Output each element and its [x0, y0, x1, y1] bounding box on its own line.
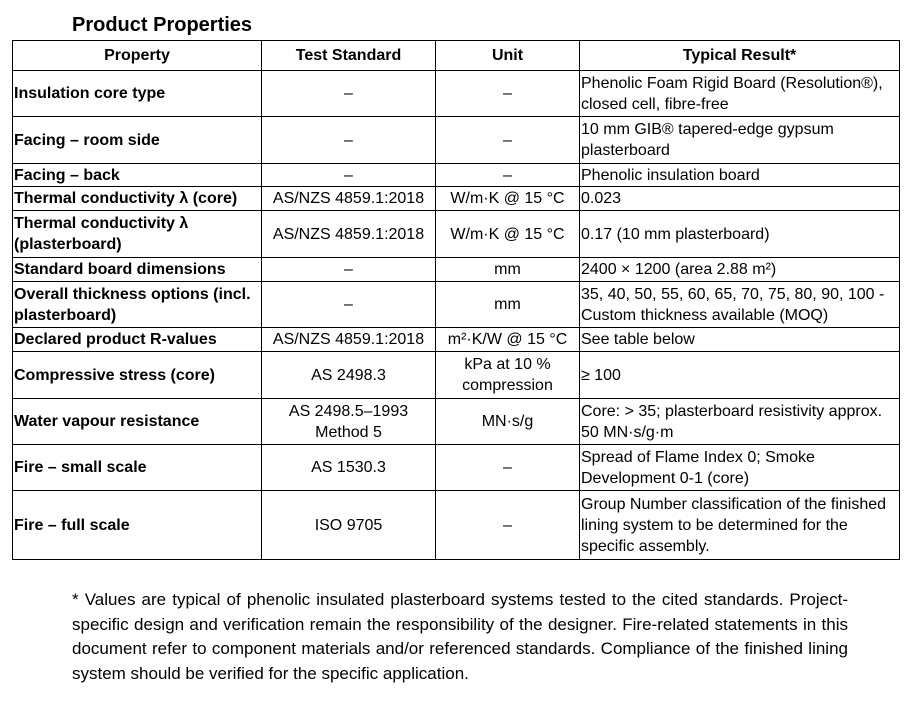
- unit-cell: mm: [436, 282, 580, 328]
- standard-cell: –: [262, 117, 436, 164]
- result-cell: Phenolic insulation board: [580, 164, 900, 187]
- standard-cell: –: [262, 71, 436, 117]
- unit-cell: mm: [436, 258, 580, 282]
- unit-cell: m²·K/W @ 15 °C: [436, 328, 580, 352]
- standard-cell: –: [262, 164, 436, 187]
- table-header-row: [13, 41, 900, 71]
- table-row: [13, 258, 900, 282]
- unit-cell: –: [436, 71, 580, 117]
- result-cell: Phenolic Foam Rigid Board (Resolution®), closed cell, fibre-free: [580, 71, 900, 117]
- standard-cell: AS/NZS 4859.1:2018: [262, 187, 436, 211]
- table-row: [13, 71, 900, 117]
- result-cell: 0.17 (10 mm plasterboard): [580, 211, 900, 258]
- header-unit: Unit: [436, 41, 580, 71]
- property-cell: Compressive stress (core): [13, 352, 262, 399]
- page-title: Product Properties: [72, 14, 253, 36]
- result-cell: 35, 40, 50, 55, 60, 65, 70, 75, 80, 90, 100 - Custom thickness available (MOQ): [580, 282, 900, 328]
- standard-cell: –: [262, 258, 436, 282]
- unit-cell: MN·s/g: [436, 399, 580, 445]
- table-row: [13, 352, 900, 399]
- property-cell: Standard board dimensions: [13, 258, 262, 282]
- property-cell: Insulation core type: [13, 71, 262, 117]
- unit-cell: –: [436, 445, 580, 491]
- unit-cell: –: [436, 491, 580, 560]
- result-cell: 10 mm GIB® tapered-edge gypsum plasterboard: [580, 117, 900, 164]
- unit-cell: kPa at 10 % compression: [436, 352, 580, 399]
- property-cell: Water vapour resistance: [13, 399, 262, 445]
- table-row: [13, 445, 900, 491]
- footnote: * Values are typical of phenolic insulated plasterboard systems tested to the cited standards. Project-specific design and verification remain the responsibility of the designer. Fire-related statements in this document refer to component materials and/or referenced standards. Compliance of the finished lining system should be verified for the specific application.: [72, 590, 848, 683]
- header-property: Property: [13, 41, 262, 71]
- table-row: [13, 328, 900, 352]
- property-cell: Thermal conductivity λ (plasterboard): [13, 211, 262, 258]
- result-cell: Core: > 35; plasterboard resistivity approx. 50 MN·s/g·m: [580, 399, 900, 445]
- property-cell: Overall thickness options (incl. plasterboard): [13, 282, 262, 328]
- standard-cell: AS 2498.3: [262, 352, 436, 399]
- property-cell: Thermal conductivity λ (core): [13, 187, 262, 211]
- table-row: [13, 164, 900, 187]
- result-cell: Spread of Flame Index 0; Smoke Development 0-1 (core): [580, 445, 900, 491]
- property-cell: Fire – full scale: [13, 491, 262, 560]
- property-cell: Facing – room side: [13, 117, 262, 164]
- standard-cell: –: [262, 282, 436, 328]
- standard-cell: AS/NZS 4859.1:2018: [262, 211, 436, 258]
- unit-cell: –: [436, 117, 580, 164]
- table-row: [13, 282, 900, 328]
- standard-cell: AS 2498.5–1993 Method 5: [262, 399, 436, 445]
- property-cell: Declared product R-values: [13, 328, 262, 352]
- table-row: [13, 117, 900, 164]
- header-test-standard: Test Standard: [262, 41, 436, 71]
- standard-cell: ISO 9705: [262, 491, 436, 560]
- result-cell: 2400 × 1200 (area 2.88 m²): [580, 258, 900, 282]
- table-row: [13, 491, 900, 560]
- result-cell: ≥ 100: [580, 352, 900, 399]
- standard-cell: AS 1530.3: [262, 445, 436, 491]
- table-row: [13, 187, 900, 211]
- unit-cell: W/m·K @ 15 °C: [436, 187, 580, 211]
- unit-cell: W/m·K @ 15 °C: [436, 211, 580, 258]
- header-typical-result: Typical Result*: [580, 41, 900, 71]
- result-cell: 0.023: [580, 187, 900, 211]
- property-cell: Facing – back: [13, 164, 262, 187]
- standard-cell: AS/NZS 4859.1:2018: [262, 328, 436, 352]
- unit-cell: –: [436, 164, 580, 187]
- property-cell: Fire – small scale: [13, 445, 262, 491]
- table-row: [13, 399, 900, 445]
- product-properties-table: [12, 40, 900, 560]
- result-cell: See table below: [580, 328, 900, 352]
- table-row: [13, 211, 900, 258]
- result-cell: Group Number classification of the finished lining system to be determined for the specific assembly.: [580, 491, 900, 560]
